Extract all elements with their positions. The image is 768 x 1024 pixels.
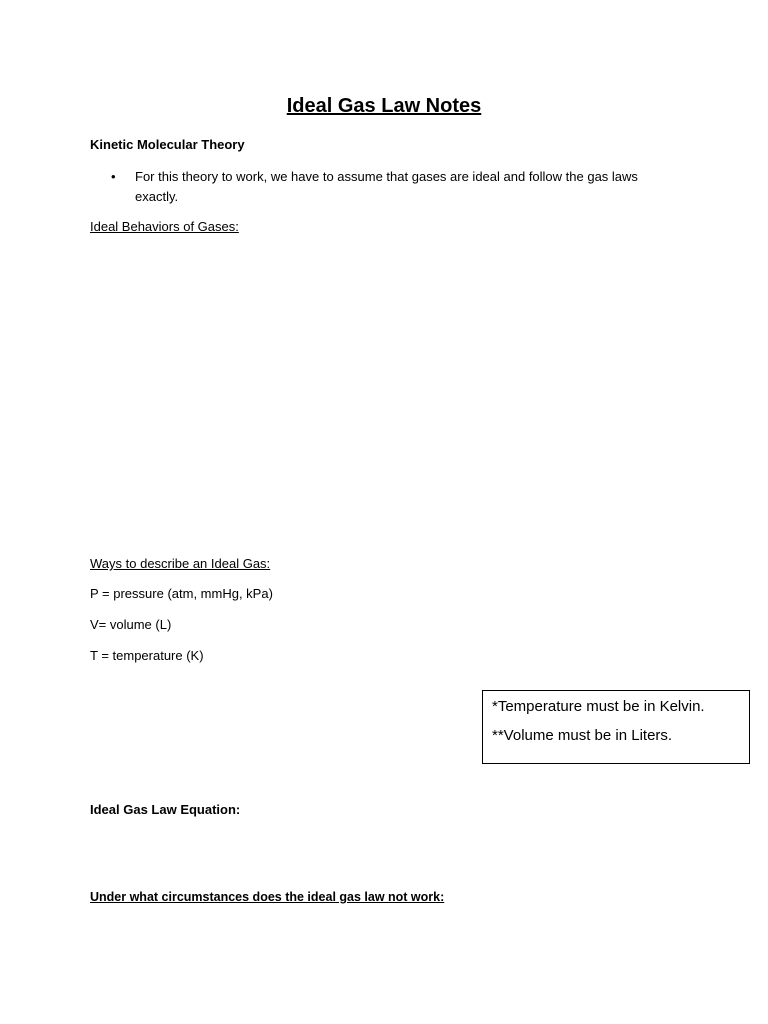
note-volume: **Volume must be in Liters.	[492, 727, 673, 744]
note-temperature: *Temperature must be in Kelvin.	[492, 698, 705, 715]
units-note-box	[482, 690, 750, 764]
ideal-behaviors-heading: Ideal Behaviors of Gases:	[90, 219, 239, 234]
variable-pressure: P = pressure (atm, mmHg, kPa)	[90, 586, 273, 601]
circumstances-heading: Under what circumstances does the ideal gas law not work:	[90, 890, 445, 904]
variable-volume: V= volume (L)	[90, 617, 172, 632]
kmt-bullet-item	[111, 167, 711, 207]
ways-heading: Ways to describe an Ideal Gas:	[90, 556, 271, 571]
equation-heading: Ideal Gas Law Equation:	[90, 802, 241, 817]
variable-temperature: T = temperature (K)	[90, 648, 204, 663]
bullet-icon: •	[111, 169, 116, 184]
kmt-bullet-text: For this theory to work, we have to assume that gases are ideal and follow the gas laws exactly.	[135, 169, 638, 204]
kmt-heading: Kinetic Molecular Theory	[90, 137, 245, 152]
page-title: Ideal Gas Law Notes	[286, 95, 482, 117]
